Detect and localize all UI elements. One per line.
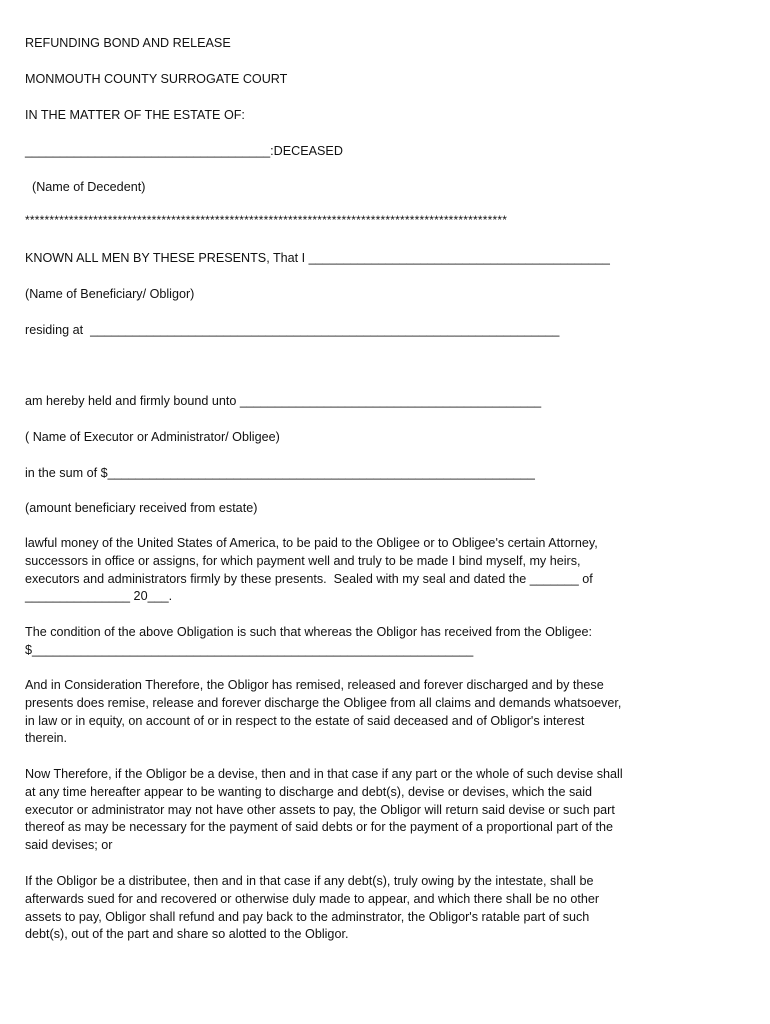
paragraph-line: thereof as may be necessary for the payment of said debts or for the payment of a proportional part of the <box>25 820 614 835</box>
deceased-name-blank: ___________________________________:DECEASED <box>25 144 343 158</box>
paragraph-line: Now Therefore, if the Obligor be a devise, then and in that case if any part or the whole of such devise shall <box>25 767 623 781</box>
document-title: REFUNDING BOND AND RELEASE <box>25 36 231 50</box>
paragraph-line: at any time hereafter appear to be wanting to discharge and debt(s), devise or devises, which the said <box>25 784 593 799</box>
paragraph-line: assets to pay, Obligor shall refund and pay back to the adminstrator, the Obligor's ratable part of such <box>25 909 590 924</box>
paragraph-line: $_______________________________________________________________ <box>25 642 474 657</box>
paragraph-line: said devises; or <box>25 838 113 853</box>
executor-name-label: ( Name of Executor or Administrator/ Obligee) <box>25 430 280 444</box>
paragraph-line: _______________ 20___. <box>25 589 173 604</box>
bound-unto-line: am hereby held and firmly bound unto ___________________________________________ <box>25 394 542 408</box>
paragraph-line: The condition of the above Obligation is such that whereas the Obligor has received from the Obligee: <box>25 625 593 639</box>
amount-label: (amount beneficiary received from estate) <box>25 501 258 515</box>
court-name: MONMOUTH COUNTY SURROGATE COURT <box>25 72 288 86</box>
paragraph-line: afterwards sued for and recovered or otherwise duly made to appear, and which there shall be no other <box>25 891 600 906</box>
lawful-money-paragraph <box>25 535 675 606</box>
paragraph-line: executor or administrator may not have other assets to pay, the Obligor will return said devise or such part <box>25 802 615 817</box>
asterisk-separator: *************************************************************************************************** <box>25 213 508 227</box>
paragraph-line: debt(s), out of the part and share so alotted to the Obligor. <box>25 927 349 942</box>
paragraph-line: And in Consideration Therefore, the Obligor has remised, released and forever discharged and by these <box>25 678 604 692</box>
devise-paragraph <box>25 766 675 855</box>
estate-matter-heading: IN THE MATTER OF THE ESTATE OF: <box>25 108 245 122</box>
paragraph-line: lawful money of the United States of America, to be paid to the Obligee or to Obligee's certain Attorney, <box>25 536 598 550</box>
known-all-men-line: KNOWN ALL MEN BY THESE PRESENTS, That I ___________________________________________ <box>25 251 610 265</box>
paragraph-line: executors and administrators firmly by these presents. Sealed with my seal and dated the _______ of <box>25 571 593 586</box>
paragraph-line: presents does remise, release and forever discharge the Obligee from all claims and demands whatsoever, <box>25 695 622 710</box>
beneficiary-name-label: (Name of Beneficiary/ Obligor) <box>25 287 195 301</box>
decedent-name-label: (Name of Decedent) <box>25 180 146 194</box>
sum-line: in the sum of $_____________________________________________________________ <box>25 466 535 480</box>
distributee-paragraph <box>25 873 675 944</box>
paragraph-line: in law or in equity, on account of or in respect to the estate of said deceased and of Obligor's interest <box>25 713 585 728</box>
paragraph-line: therein. <box>25 731 68 746</box>
consideration-paragraph <box>25 677 675 748</box>
condition-paragraph <box>25 624 675 660</box>
paragraph-line: If the Obligor be a distributee, then and in that case if any debt(s), truly owing by the intestate, shall be <box>25 874 594 888</box>
residing-at-line: residing at ___________________________________________________________________ <box>25 323 560 337</box>
paragraph-line: successors in office or assigns, for which payment well and truly to be made I bind myself, my heirs, <box>25 553 581 568</box>
